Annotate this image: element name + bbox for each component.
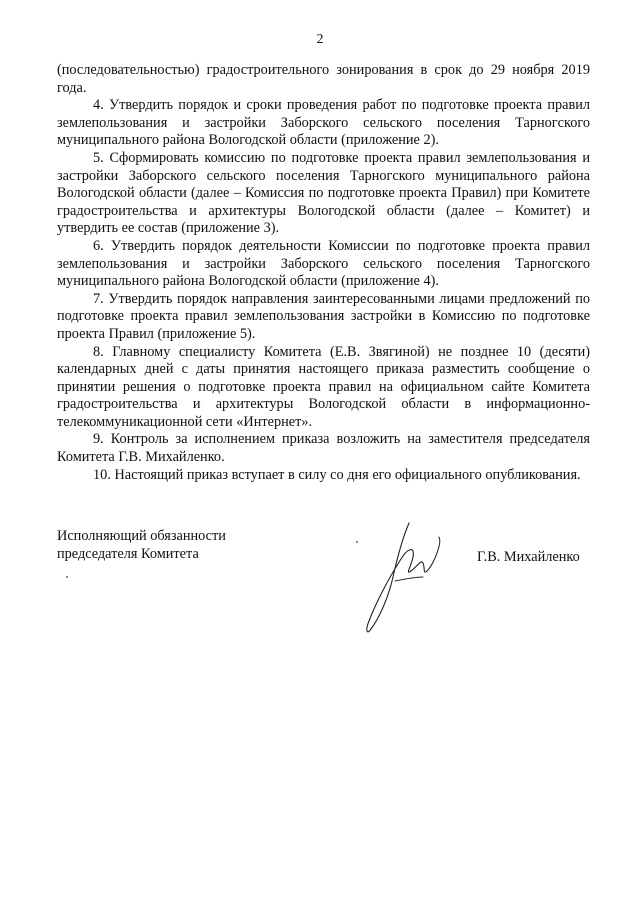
scan-speck <box>66 576 68 578</box>
signatory-title-line-1: Исполняющий обязанности <box>57 528 226 544</box>
signatory-title-line-2: председателя Комитета <box>57 546 199 562</box>
signatory-name: Г.В. Михайленко <box>477 549 580 565</box>
paragraph-item-10: 10. Настоящий приказ вступает в силу со дня его официального опубликования. <box>93 466 581 483</box>
paragraph-item-5: 5. Сформировать комиссию по подготовке проекта правил землепользования и застройки Заборского сельского поселения Тарногского муниципального района Вологодской области (далее – Комиссия по подготовке проекта Правил) при Комитете градостроительства и архитектуры Вологодской области (далее – Комитет) и утвердить ее состав (приложение 3). <box>57 149 590 237</box>
scan-speck <box>356 541 358 543</box>
paragraph-item-7: 7. Утвердить порядок направления заинтересованными лицами предложений по подготовке проекта правил землепользования застройки в Комиссию по подготовке проекта Правил (приложение 5). <box>57 290 590 342</box>
paragraph-item-4: 4. Утвердить порядок и сроки проведения работ по подготовке проекта правил землепользования и застройки Заборского сельского поселения Тарногского муниципального района Вологодской области (приложение 2). <box>57 97 590 149</box>
signature-block <box>57 527 590 637</box>
paragraph-item-9: 9. Контроль за исполнением приказа возложить на заместителя председателя Комитета Г.В. Михайленко. <box>57 431 590 466</box>
paragraph-continuation: (последовательностью) градостроительного зонирования в срок до 29 ноября 2019 года. <box>57 62 590 96</box>
handwritten-signature <box>357 519 467 639</box>
paragraph-item-8: 8. Главному специалисту Комитета (Е.В. Звягиной) не позднее 10 (десяти) календарных дней с даты принятия настоящего приказа разместить сообщение о принятии решения о подготовке проекта правил на официальном сайте Комитета градостроительства и архитектуры Вологодской области в информационно-телекоммуникационной сети «Интернет». <box>57 343 590 430</box>
paragraph-item-6: 6. Утвердить порядок деятельности Комиссии по подготовке проекта правил землепользования и застройки Заборского сельского поселения Тарногского муниципального района Вологодской области (приложение 4). <box>57 237 590 290</box>
document-body <box>57 62 590 484</box>
page-number: 2 <box>316 32 324 47</box>
signatory-title <box>57 527 317 563</box>
